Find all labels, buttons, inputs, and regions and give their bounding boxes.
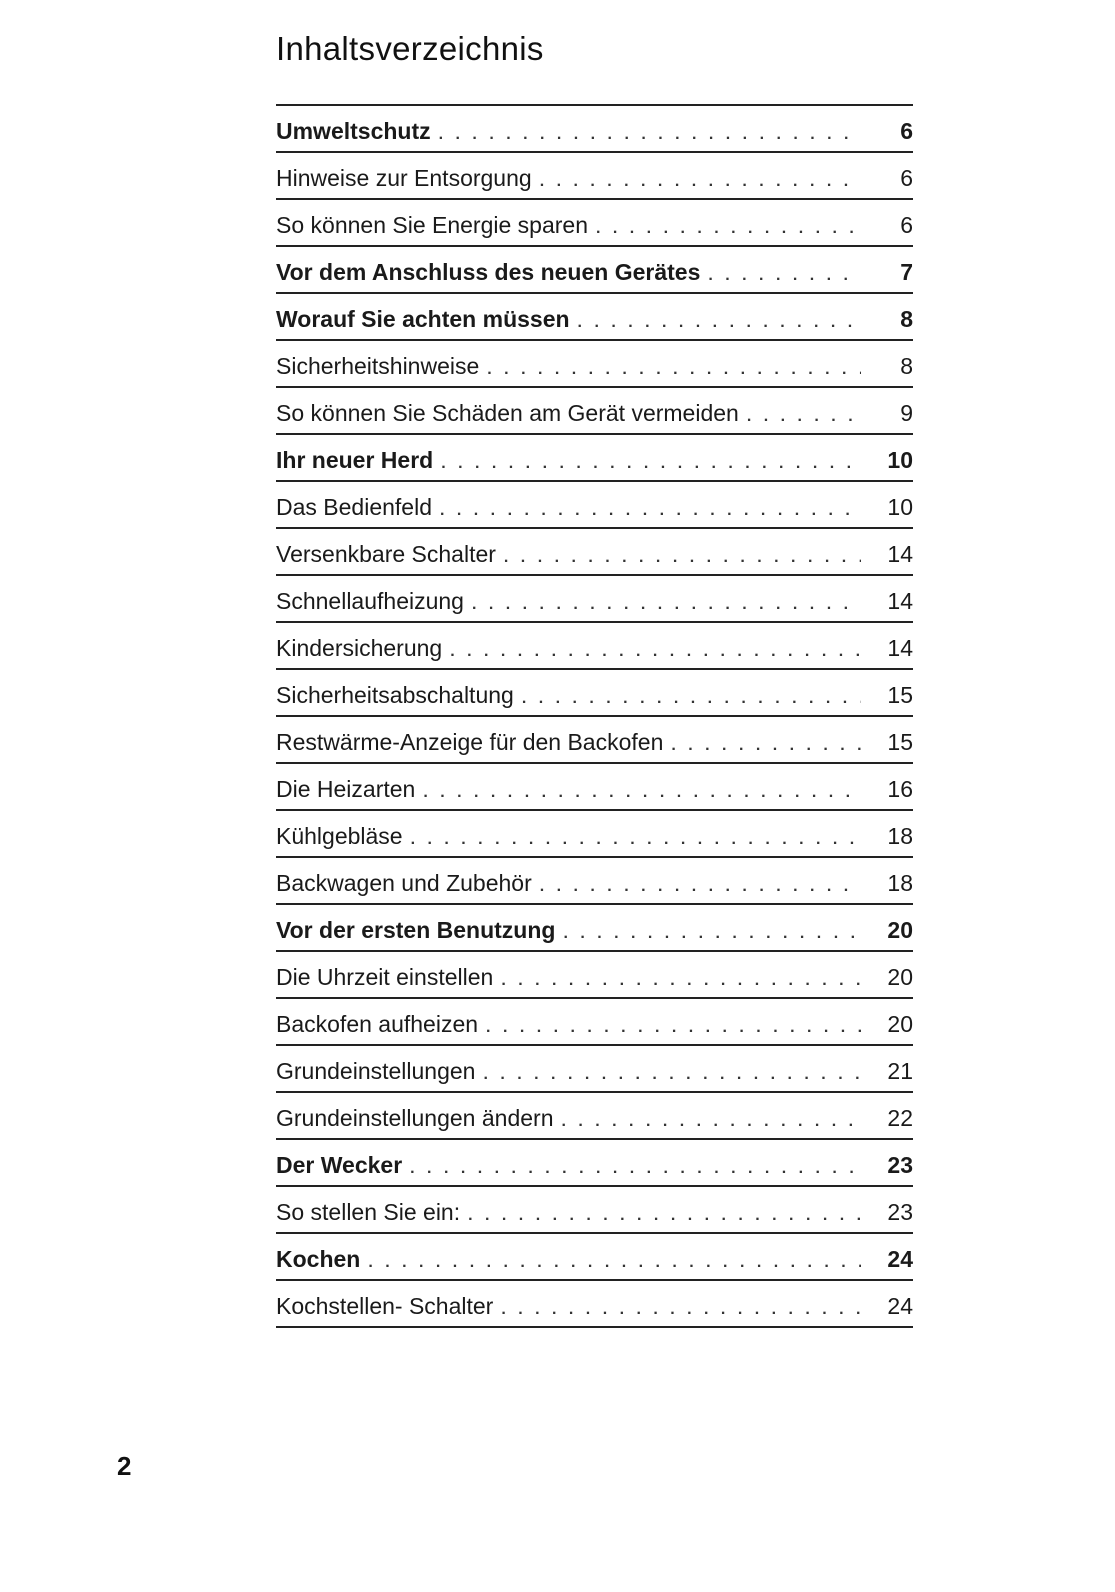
toc-leader-dots (472, 591, 861, 613)
toc-leader-dots (563, 920, 861, 942)
toc-entry-label: Die Uhrzeit einstellen (276, 964, 494, 990)
toc-entry-label: Schnellaufheizung (276, 588, 464, 614)
toc-entry[interactable] (276, 1093, 913, 1140)
toc-leader-dots (441, 450, 861, 472)
toc-entry-page: 15 (887, 729, 913, 755)
toc-entry-label: Kindersicherung (276, 635, 443, 661)
toc-entry[interactable] (276, 905, 913, 952)
toc-leader-dots (561, 1108, 861, 1130)
toc-entry[interactable] (276, 153, 913, 200)
toc-entry-label: Ihr neuer Herd (276, 447, 434, 473)
toc-entry[interactable] (276, 999, 913, 1046)
toc-leader-dots (540, 873, 861, 895)
toc-leader-dots (708, 262, 861, 284)
toc-entry-label: Restwärme-Anzeige für den Backofen (276, 729, 664, 755)
toc-entry[interactable] (276, 435, 913, 482)
toc-entry-label: So können Sie Energie sparen (276, 212, 588, 238)
toc-entry-label: Kühlgebläse (276, 823, 403, 849)
toc-entry-page: 14 (887, 541, 913, 567)
toc-entry-label: Versenkbare Schalter (276, 541, 496, 567)
toc-entry-page: 24 (887, 1246, 913, 1272)
toc-entry-page: 24 (887, 1293, 913, 1319)
toc-entry-page: 10 (887, 447, 913, 473)
toc-entry-label: Backwagen und Zubehör (276, 870, 532, 896)
toc-entry-label: So stellen Sie ein: (276, 1199, 461, 1225)
toc-leader-dots (410, 1155, 861, 1177)
toc-entry-page: 20 (887, 917, 913, 943)
toc-leader-dots (423, 779, 861, 801)
toc-leader-dots (501, 967, 861, 989)
toc-entry-page: 9 (900, 400, 913, 426)
toc-entry-label: Kochen (276, 1246, 361, 1272)
toc-entry[interactable] (276, 341, 913, 388)
toc-entry-page: 18 (887, 870, 913, 896)
toc-leader-dots (540, 168, 861, 190)
toc-entry[interactable] (276, 1140, 913, 1187)
toc-leader-dots (747, 403, 861, 425)
toc-leader-dots (440, 497, 861, 519)
toc-entry-label: Sicherheitsabschaltung (276, 682, 514, 708)
toc-entry-page: 6 (900, 165, 913, 191)
toc-entry-label: Das Bedienfeld (276, 494, 432, 520)
toc-entry[interactable] (276, 482, 913, 529)
toc-entry[interactable] (276, 858, 913, 905)
toc-entry[interactable] (276, 247, 913, 294)
toc-entry[interactable] (276, 1187, 913, 1234)
toc-entry-label: Kochstellen- Schalter (276, 1293, 494, 1319)
toc-entry[interactable] (276, 952, 913, 999)
toc-entry-page: 18 (887, 823, 913, 849)
toc-entry-page: 23 (887, 1199, 913, 1225)
toc-entry-label: So können Sie Schäden am Gerät vermeiden (276, 400, 739, 426)
toc-entry-label: Umweltschutz (276, 118, 431, 144)
toc-leader-dots (439, 121, 861, 143)
toc-entry-page: 10 (887, 494, 913, 520)
toc-leader-dots (450, 638, 861, 660)
table-of-contents (276, 104, 913, 1328)
toc-entry[interactable] (276, 388, 913, 435)
toc-entry-page: 20 (887, 1011, 913, 1037)
toc-entry-page: 8 (900, 353, 913, 379)
toc-entry-label: Worauf Sie achten müssen (276, 306, 570, 332)
toc-entry-label: Backofen aufheizen (276, 1011, 479, 1037)
toc-leader-dots (671, 732, 861, 754)
toc-leader-dots (487, 356, 861, 378)
toc-leader-dots (483, 1061, 861, 1083)
toc-entry-label: Die Heizarten (276, 776, 416, 802)
toc-entry-label: Grundeinstellungen (276, 1058, 476, 1084)
toc-leader-dots (411, 826, 861, 848)
toc-entry-page: 21 (887, 1058, 913, 1084)
toc-entry-page: 7 (900, 259, 913, 285)
toc-entry[interactable] (276, 811, 913, 858)
toc-entry[interactable] (276, 1281, 913, 1328)
toc-entry-label: Vor dem Anschluss des neuen Gerätes (276, 259, 701, 285)
toc-entry[interactable] (276, 717, 913, 764)
toc-entry[interactable] (276, 764, 913, 811)
toc-entry-label: Der Wecker (276, 1152, 403, 1178)
toc-leader-dots (501, 1296, 861, 1318)
toc-entry-label: Hinweise zur Entsorgung (276, 165, 532, 191)
page-number: 2 (117, 1451, 132, 1481)
toc-entry[interactable] (276, 200, 913, 247)
toc-entry-page: 22 (887, 1105, 913, 1131)
toc-leader-dots (468, 1202, 861, 1224)
toc-entry-page: 6 (900, 212, 913, 238)
toc-entry[interactable] (276, 670, 913, 717)
toc-leader-dots (504, 544, 861, 566)
toc-entry-page: 23 (887, 1152, 913, 1178)
toc-entry-page: 8 (900, 306, 913, 332)
toc-entry-page: 14 (887, 588, 913, 614)
toc-entry[interactable] (276, 576, 913, 623)
toc-entry-page: 14 (887, 635, 913, 661)
toc-entry[interactable] (276, 1234, 913, 1281)
toc-entry[interactable] (276, 529, 913, 576)
toc-entry-page: 6 (900, 118, 913, 144)
toc-entry-label: Sicherheitshinweise (276, 353, 480, 379)
page-title: Inhaltsverzeichnis (276, 30, 544, 67)
toc-entry-page: 16 (887, 776, 913, 802)
toc-entry[interactable] (276, 1046, 913, 1093)
toc-leader-dots (368, 1249, 861, 1271)
toc-entry[interactable] (276, 294, 913, 341)
toc-entry-label: Vor der ersten Benutzung (276, 917, 556, 943)
toc-entry[interactable] (276, 106, 913, 153)
toc-entry-page: 20 (887, 964, 913, 990)
toc-entry-page: 15 (887, 682, 913, 708)
toc-entry-label: Grundeinstellungen ändern (276, 1105, 554, 1131)
toc-leader-dots (486, 1014, 861, 1036)
toc-entry[interactable] (276, 623, 913, 670)
toc-leader-dots (522, 685, 861, 707)
toc-leader-dots (596, 215, 861, 237)
toc-leader-dots (578, 309, 861, 331)
